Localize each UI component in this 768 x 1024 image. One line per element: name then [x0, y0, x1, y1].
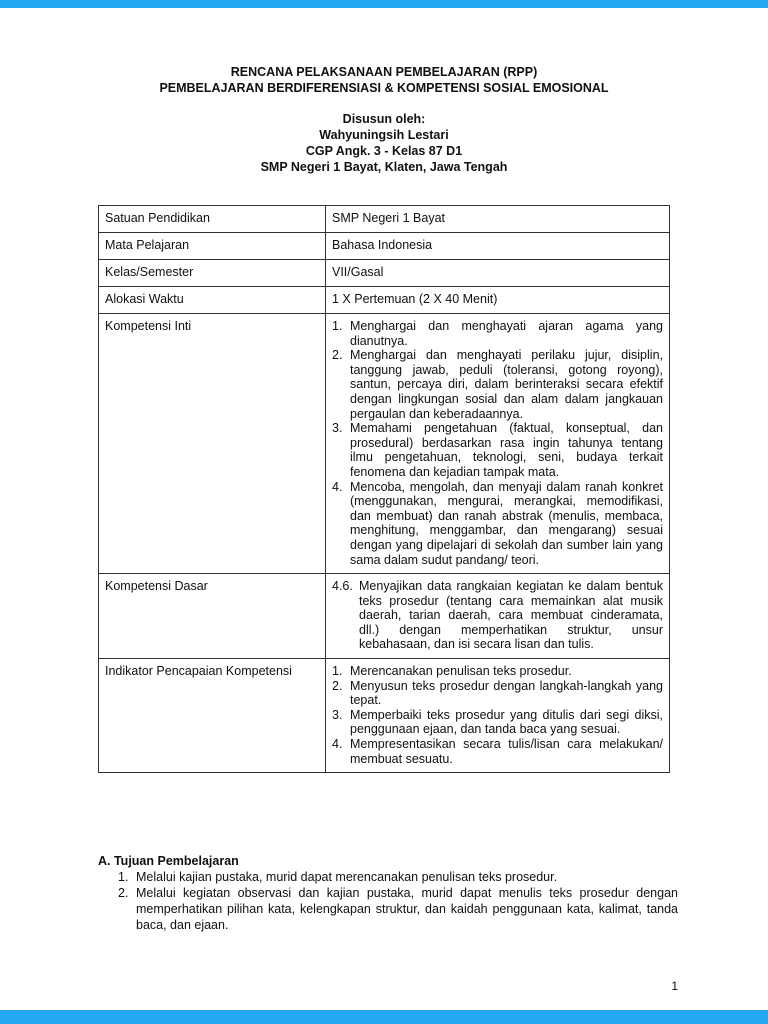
- list-item: [332, 737, 663, 766]
- list-text: Memahami pengetahuan (faktual, konseptual, dan prosedural) berdasarkan rasa ingin tahunya tentang ilmu pengetahuan, teknologi, seni, budaya terkait fenomena dan kejadian tampak mata.: [350, 421, 663, 479]
- ki-label: Kompetensi Inti: [99, 314, 326, 574]
- list-number: 3.: [332, 421, 343, 436]
- list-number: 3.: [332, 707, 343, 722]
- ipk-list: [332, 664, 663, 766]
- table-row: [99, 233, 670, 260]
- list-text: Merencanakan penulisan teks prosedur.: [350, 664, 572, 679]
- ki-value: [326, 314, 670, 574]
- list-item: [332, 708, 663, 737]
- list-text: Menyusun teks prosedur dengan langkah-langkah yang tepat.: [350, 678, 663, 708]
- list-item: [332, 348, 663, 421]
- list-number: 2.: [332, 678, 343, 693]
- alokasi-label: Alokasi Waktu: [99, 287, 326, 314]
- author-cohort: CGP Angk. 3 - Kelas 87 D1: [305, 144, 463, 158]
- list-item: [332, 421, 663, 479]
- top-accent-bar: [0, 0, 768, 8]
- kd-number: 4.6.: [332, 579, 353, 594]
- kd-item: [332, 579, 663, 652]
- ipk-label: Indikator Pencapaian Kompetensi: [99, 659, 326, 773]
- list-number: 1.: [118, 870, 129, 884]
- list-item: [332, 679, 663, 708]
- ki-list: [332, 319, 663, 567]
- mapel-value: Bahasa Indonesia: [326, 233, 670, 260]
- table-row: [99, 206, 670, 233]
- list-number: 4.: [332, 737, 343, 752]
- bottom-accent-bar: [0, 1010, 768, 1024]
- list-text: Mempresentasikan secara tulis/lisan cara melakukan/ membuat sesuatu.: [350, 737, 663, 766]
- table-row: [99, 314, 670, 574]
- author-name: Wahyuningsih Lestari: [319, 128, 449, 142]
- list-item: [332, 664, 663, 679]
- list-number: 4.: [332, 479, 343, 494]
- kd-value: [326, 574, 670, 659]
- document-title: RENCANA PELAKSANAAN PEMBELAJARAN (RPP): [230, 65, 538, 79]
- list-text: Melalui kajian pustaka, murid dapat merencanakan penulisan teks prosedur.: [136, 870, 558, 884]
- table-row: [99, 659, 670, 773]
- list-number: 1.: [332, 319, 343, 333]
- document-heading: [0, 64, 768, 175]
- ipk-value: [326, 659, 670, 773]
- kelas-label: Kelas/Semester: [99, 260, 326, 287]
- list-text: Menghargai dan menghayati perilaku jujur, disiplin, tanggung jawab, peduli (toleransi, gotong royong), santun, percaya diri, dalam berinteraksi secara efektif dengan lingkungan sosial dan alam dalam jangkauan pergaulan dan keberadaannya.: [350, 348, 663, 421]
- alokasi-value: 1 X Pertemuan (2 X 40 Menit): [326, 287, 670, 314]
- list-text: Mencoba, mengolah, dan menyaji dalam ranah konkret (menggunakan, mengurai, merangkai, memodifikasi, dan membuat) dan ranah abstrak (menulis, membaca, menghitung, menggambar, dan mengarang) sesuai dengan yang dipelajari di sekolah dan sumber lain yang sama dalam sudut pandang/ teori.: [350, 479, 663, 567]
- list-item: [98, 869, 678, 885]
- rpp-identity-table: [98, 205, 670, 773]
- document-subtitle: PEMBELAJARAN BERDIFERENSIASI & KOMPETENSI SOSIAL EMOSIONAL: [159, 81, 609, 95]
- list-item: [332, 319, 663, 348]
- tujuan-list: [98, 869, 678, 933]
- satuan-value: SMP Negeri 1 Bayat: [326, 206, 670, 233]
- table-row: [99, 574, 670, 659]
- kd-text: Menyajikan data rangkaian kegiatan ke dalam bentuk teks prosedur (tentang cara memainkan alat musik daerah, tarian daerah, cara membuat cinderamata, dll.) dengan memperhatikan struktur, unsur kebahasaan, dan isi secara lisan dan tulis.: [359, 579, 663, 652]
- table-row: [99, 260, 670, 287]
- author-school: SMP Negeri 1 Bayat, Klaten, Jawa Tengah: [260, 160, 508, 174]
- list-number: 1.: [332, 664, 343, 679]
- list-item: [332, 480, 663, 568]
- section-heading: A. Tujuan Pembelajaran: [98, 854, 239, 868]
- list-number: 2.: [118, 886, 129, 900]
- mapel-label: Mata Pelajaran: [99, 233, 326, 260]
- table-row: [99, 287, 670, 314]
- author-caption: Disusun oleh:: [342, 112, 426, 126]
- list-text: Melalui kegiatan observasi dan kajian pustaka, murid dapat menulis teks prosedur dengan memperhatikan pilihan kata, kelengkapan struktur, dan kaidah penggunaan kata, kalimat, tanda baca, dan ejaan.: [136, 886, 678, 932]
- list-number: 2.: [332, 348, 343, 363]
- kd-label: Kompetensi Dasar: [99, 574, 326, 659]
- tujuan-section: [98, 853, 678, 933]
- kelas-value: VII/Gasal: [326, 260, 670, 287]
- list-text: Memperbaiki teks prosedur yang ditulis dari segi diksi, penggunaan ejaan, dan tanda baca yang sesuai.: [350, 707, 663, 737]
- list-item: [98, 885, 678, 933]
- page-number: 1: [671, 979, 678, 993]
- satuan-label: Satuan Pendidikan: [99, 206, 326, 233]
- list-text: Menghargai dan menghayati ajaran agama yang dianutnya.: [350, 319, 663, 348]
